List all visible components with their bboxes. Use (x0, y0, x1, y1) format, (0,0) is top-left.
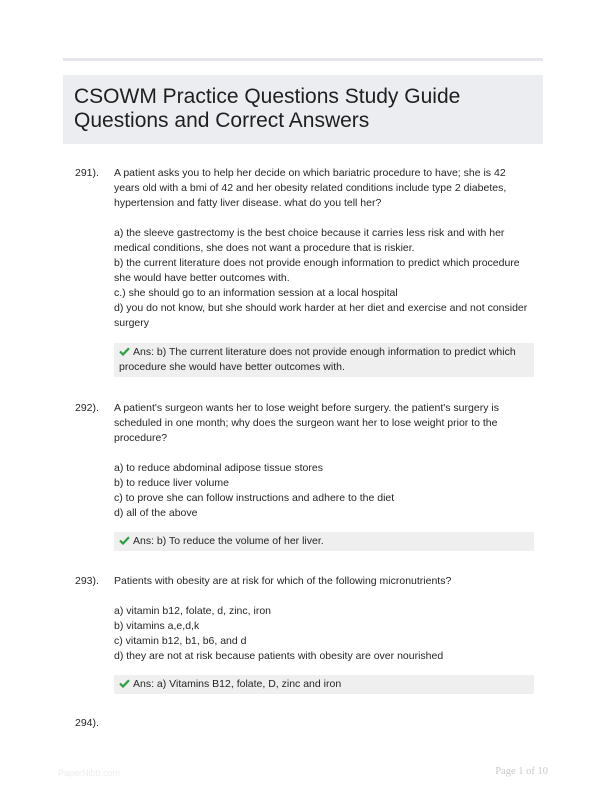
document-title-box (63, 75, 543, 144)
option-line: b) the current literature does not provide enough information to predict which procedure (114, 257, 520, 269)
spacer (114, 589, 535, 604)
answer-box-292 (114, 532, 534, 551)
question-text-line: A patient's surgeon wants her to lose weight before surgery. the patient's surgery is (114, 402, 499, 414)
option-line: c) vitamin b12, b1, b6, and d (114, 635, 247, 647)
answer-text-line: procedure she would have better outcomes with. (119, 361, 345, 373)
option-line: she would have better outcomes with. (114, 272, 290, 284)
question-text-line: hypertension and fatty liver disease. what do you tell her? (114, 197, 382, 209)
question-number: 293). (75, 575, 99, 587)
option-line: d) they are not at risk because patients with obesity are over nourished (114, 650, 444, 662)
option-line: d) you do not know, but she should work harder at her diet and exercise and not consider (114, 302, 528, 314)
option-line: c) to prove she can follow instructions and adhere to the diet (114, 492, 395, 504)
top-rule (63, 58, 543, 61)
question-text-line: years old with a bmi of 42 and her obesity related conditions include type 2 diabetes, (114, 182, 507, 194)
option-line: d) all of the above (114, 507, 198, 519)
document-title-line-2: Questions and Correct Answers (74, 109, 370, 132)
check-icon (119, 679, 130, 688)
spacer (114, 211, 535, 226)
question-body (114, 574, 535, 664)
question-body (114, 401, 535, 521)
question-text-line: procedure? (114, 432, 168, 444)
option-line: surgery (114, 317, 150, 329)
question-text-line: A patient asks you to help her decide on which bariatric procedure to have; she is 42 (114, 167, 506, 179)
option-line: a) the sleeve gastrectomy is the best choice because it carries less risk and with her (114, 227, 505, 239)
answer-text-line: Ans: b) The current literature does not provide enough information to predict which (133, 346, 516, 358)
answer-box-291 (114, 343, 534, 377)
check-icon (119, 347, 130, 356)
page-number: Page 1 of 10 (495, 766, 548, 777)
check-icon (119, 536, 130, 545)
answer-box-293 (114, 675, 534, 694)
option-line: a) to reduce abdominal adipose tissue stores (114, 462, 323, 474)
option-line: b) to reduce liver volume (114, 477, 229, 489)
option-line: c.) she should go to an information session at a local hospital (114, 287, 398, 299)
question-number: 292). (75, 402, 99, 414)
question-text-line: Patients with obesity are at risk for which of the following micronutrients? (114, 575, 452, 587)
question-body (114, 166, 535, 331)
question-text-line: scheduled in one month; why does the surgeon want her to lose weight prior to the (114, 417, 498, 429)
option-line: b) vitamins a,e,d,k (114, 620, 200, 632)
option-line: a) vitamin b12, folate, d, zinc, iron (114, 605, 271, 617)
answer-text-line: Ans: a) Vitamins B12, folate, D, zinc and iron (133, 678, 342, 690)
option-line: medical conditions, she does not want a procedure that is riskier. (114, 242, 415, 254)
spacer (114, 446, 535, 461)
question-number: 291). (75, 167, 99, 179)
answer-text-line: Ans: b) To reduce the volume of her liver. (133, 535, 324, 547)
footer-watermark: PaperNibb.com (58, 768, 121, 778)
question-number: 294). (75, 717, 99, 729)
document-title-line-1: CSOWM Practice Questions Study Guide (74, 85, 461, 108)
